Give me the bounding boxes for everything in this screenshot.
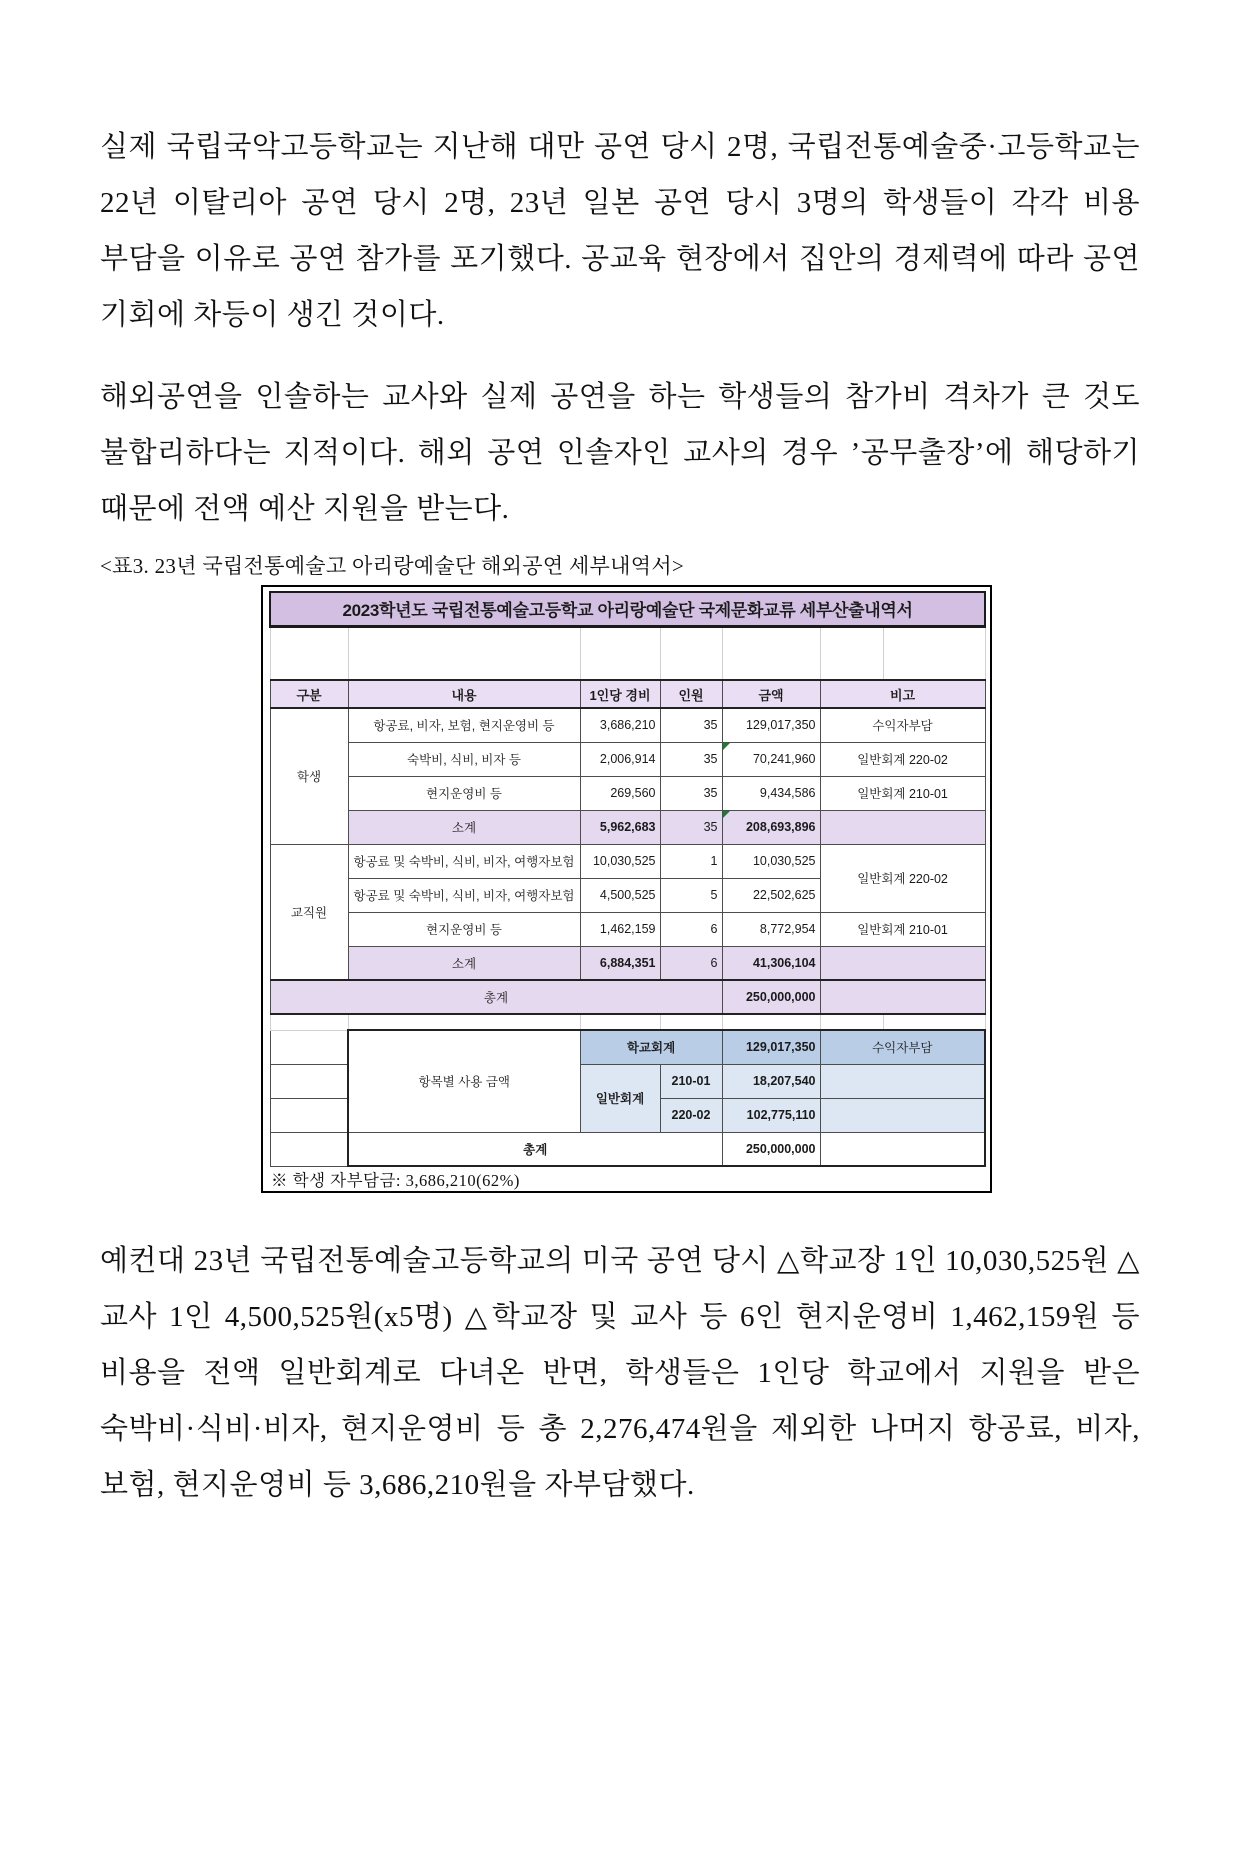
spacer-cell [660, 626, 722, 680]
spacer-cell [722, 1014, 820, 1030]
budget-table [269, 591, 986, 1167]
cell-per: 4,500,525 [580, 878, 660, 912]
summary-amount: 18,207,540 [722, 1064, 820, 1098]
summary-note-empty [820, 1064, 985, 1098]
cell-amount: 8,772,954 [722, 912, 820, 946]
spacer-cell [270, 1064, 348, 1098]
table-caption: <표3. 23년 국립전통예술고 아리랑예술단 해외공연 세부내역서> [100, 554, 685, 578]
cell-desc: 항공료, 비자, 보험, 현지운영비 등 [348, 708, 580, 742]
comment-indicator-icon [723, 743, 730, 750]
budget-table-image [261, 585, 992, 1193]
cell-desc: 숙박비, 식비, 비자 등 [348, 742, 580, 776]
cell-count: 1 [660, 844, 722, 878]
paragraph-2: 해외공연을 인솔하는 교사와 실제 공연을 하는 학생들의 참가비 격차가 큰 것도 불합리하다는 지적이다. 해외 공연 인솔자인 교사의 경우 ’공무출장’에 해당하기 때문에 전액 예산 지원을 받는다. [100, 381, 1140, 525]
spacer-row [270, 626, 985, 680]
comment-indicator-icon [723, 811, 730, 818]
spacer-cell [270, 1014, 348, 1030]
paragraph-1: 실제 국립국악고등학교는 지난해 대만 공연 당시 2명, 국립전통예술중·고등학교는 22년 이탈리아 공연 당시 2명, 23년 일본 공연 당시 3명의 학생들이 각각 비용 부담을 이유로 공연 참가를 포기했다. 공교육 현장에서 집안의 경제력에 따라 공연 기회에 차등이 생긴 것이다. [100, 131, 1140, 331]
summary-code: 220-02 [660, 1098, 722, 1132]
summary-total-row [270, 1132, 985, 1166]
cell-amount: 70,241,960 [722, 742, 820, 776]
cell-desc: 항공료 및 숙박비, 식비, 비자, 여행자보험 [348, 878, 580, 912]
group-label-staff: 교직원 [270, 844, 348, 980]
summary-total-label: 총계 [348, 1132, 722, 1166]
subtotal-label: 소계 [348, 946, 580, 980]
grand-total-label: 총계 [270, 980, 722, 1014]
spacer-cell [580, 1014, 660, 1030]
subtotal-label: 소계 [348, 810, 580, 844]
summary-note-empty [820, 1132, 985, 1166]
cell-note: 일반회계 210-01 [820, 912, 985, 946]
header-naeyong: 내용 [348, 680, 580, 708]
merged-note-cell: 일반회계 220-02 [820, 844, 985, 912]
spacer-cell [580, 626, 660, 680]
table-row [270, 776, 985, 810]
summary-amount: 102,775,110 [722, 1098, 820, 1132]
subtotal-count: 35 [660, 810, 722, 844]
spacer-cell [348, 1014, 580, 1030]
table-row [270, 844, 985, 878]
summary-school-amount: 129,017,350 [722, 1030, 820, 1064]
spacer-cell [348, 626, 580, 680]
header-per-person: 1인당 경비 [580, 680, 660, 708]
cell-per: 3,686,210 [580, 708, 660, 742]
spacer-cell [270, 626, 348, 680]
cell-amount: 129,017,350 [722, 708, 820, 742]
table-row [270, 742, 985, 776]
header-amount: 금액 [722, 680, 820, 708]
grand-total-amount: 250,000,000 [722, 980, 820, 1014]
cell-per: 1,462,159 [580, 912, 660, 946]
cell-amount: 22,502,625 [722, 878, 820, 912]
subtotal-per: 6,884,351 [580, 946, 660, 980]
grand-total-note-empty [820, 980, 985, 1014]
cell-count: 5 [660, 878, 722, 912]
cell-amount: 9,434,586 [722, 776, 820, 810]
spacer-cell [722, 626, 820, 680]
cell-count: 35 [660, 776, 722, 810]
cell-count: 6 [660, 912, 722, 946]
subtotal-note-empty [820, 946, 985, 980]
table-title-row [270, 592, 985, 626]
cell-note: 일반회계 210-01 [820, 776, 985, 810]
subtotal-note-empty [820, 810, 985, 844]
staff-subtotal-row [270, 946, 985, 980]
summary-school-row [270, 1030, 985, 1064]
cell-desc: 현지운영비 등 [348, 912, 580, 946]
subtotal-count: 6 [660, 946, 722, 980]
cell-count: 35 [660, 708, 722, 742]
cell-amount: 10,030,525 [722, 844, 820, 878]
cell-note: 수익자부담 [820, 708, 985, 742]
cell-note: 일반회계 220-02 [820, 742, 985, 776]
cell-count: 35 [660, 742, 722, 776]
subtotal-amount: 41,306,104 [722, 946, 820, 980]
summary-school-note: 수익자부담 [820, 1030, 985, 1064]
spacer-cell [270, 1098, 348, 1132]
summary-general-label: 일반회계 [580, 1064, 660, 1132]
spacer-cell [820, 626, 883, 680]
summary-note-empty [820, 1098, 985, 1132]
summary-code: 210-01 [660, 1064, 722, 1098]
group-label-student: 학생 [270, 708, 348, 844]
table-row [270, 912, 985, 946]
table-row [270, 708, 985, 742]
header-note: 비고 [820, 680, 985, 708]
summary-school-label: 학교회계 [580, 1030, 722, 1064]
spacer-cell [883, 1014, 985, 1030]
paragraph-3: 예컨대 23년 국립전통예술고등학교의 미국 공연 당시 △학교장 1인 10,030,525원 △교사 1인 4,500,525원(x5명) △학교장 및 교사 등 6인 현지운영비 1,462,159원 등 비용을 전액 일반회계로 다녀온 반면, 학생들은 1인당 학교에서 지원을 받은 숙박비·식비·비자, 현지운영비 등 총 2,276,474원을 제외한 나머지 항공료, 비자, 보험, 현지운영비 등 3,686,210원을 자부담했다. [100, 1245, 1140, 1501]
subtotal-amount: 208,693,896 [722, 810, 820, 844]
summary-item-label: 항목별 사용 금액 [348, 1030, 580, 1132]
header-count: 인원 [660, 680, 722, 708]
spacer-cell [820, 1014, 883, 1030]
table-footnote: ※ 학생 자부담금: 3,686,210(62%) [271, 1171, 520, 1190]
spacer-cell [270, 1030, 348, 1064]
cell-per: 10,030,525 [580, 844, 660, 878]
grand-total-row [270, 980, 985, 1014]
student-subtotal-row [270, 810, 985, 844]
cell-desc: 현지운영비 등 [348, 776, 580, 810]
gap-row [270, 1014, 985, 1030]
spacer-cell [270, 1132, 348, 1166]
cell-desc: 항공료 및 숙박비, 식비, 비자, 여행자보험 [348, 844, 580, 878]
cell-per: 269,560 [580, 776, 660, 810]
table-header-row [270, 680, 985, 708]
summary-total-amount: 250,000,000 [722, 1132, 820, 1166]
cell-per: 2,006,914 [580, 742, 660, 776]
spacer-cell [883, 626, 985, 680]
document-page [0, 119, 1240, 1873]
table-title: 2023학년도 국립전통예술고등학교 아리랑예술단 국제문화교류 세부산출내역서 [270, 592, 985, 626]
header-gubun: 구분 [270, 680, 348, 708]
subtotal-per: 5,962,683 [580, 810, 660, 844]
spacer-cell [660, 1014, 722, 1030]
